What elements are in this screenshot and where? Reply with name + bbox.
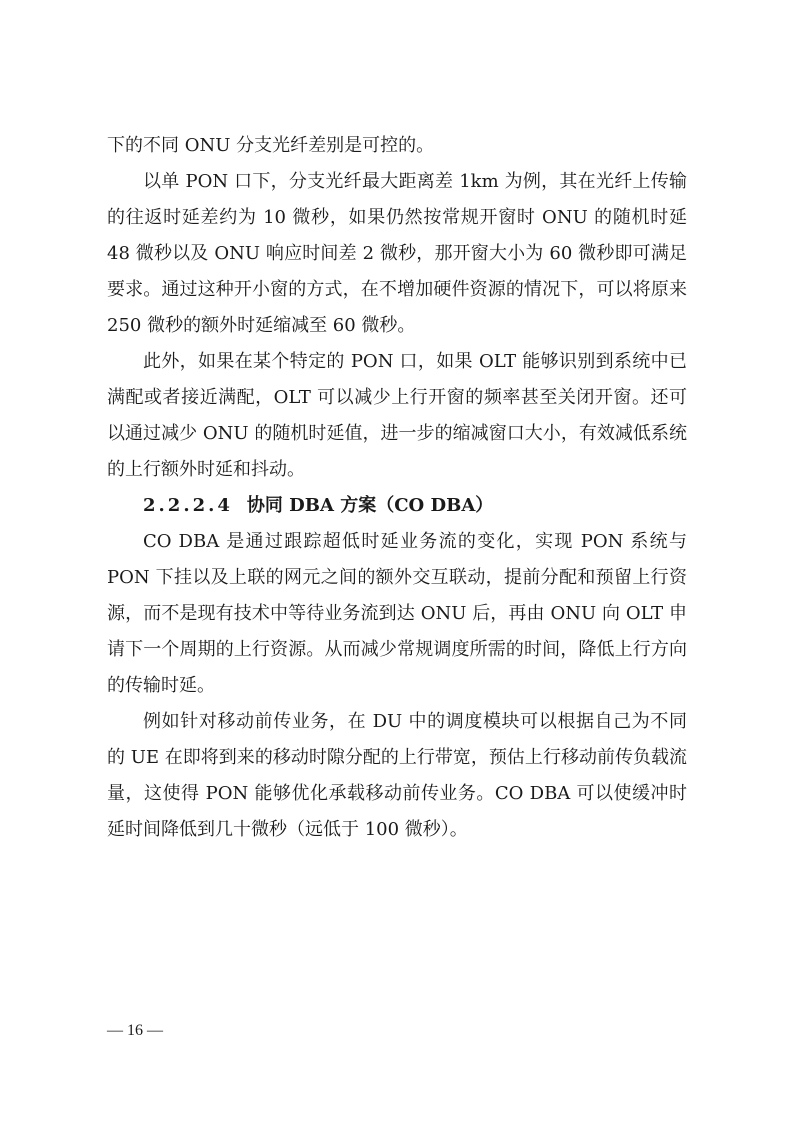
body-text bbox=[107, 128, 687, 848]
paragraph: 以单 PON 口下，分支光纤最大距离差 1km 为例，其在光纤上传输的往返时延差约为 10 微秒，如果仍然按常规开窗时 ONU 的随机时延 48 微秒以及 ONU 响应时间差 2 微秒，那开窗大小为 60 微秒即可满足要求。通过这种开小窗的方式，在不增加硬件资源的情况下，可以将原来 250 微秒的额外时延缩减至 60 微秒。 bbox=[107, 171, 687, 336]
section-heading bbox=[107, 488, 687, 524]
paragraph: 此外，如果在某个特定的 PON 口，如果 OLT 能够识别到系统中已满配或者接近满配，OLT 可以减少上行开窗的频率甚至关闭开窗。还可以通过减少 ONU 的随机时延值，进一步的缩减窗口大小，有效减低系统的上行额外时延和抖动。 bbox=[107, 351, 687, 480]
paragraph: 例如针对移动前传业务，在 DU 中的调度模块可以根据自己为不同的 UE 在即将到来的移动时隙分配的上行带宽，预估上行移动前传负载流量，这使得 PON 能够优化承载移动前传业务。CO DBA 可以使缓冲时延时间降低到几十微秒（远低于 100 微秒）。 bbox=[107, 711, 687, 840]
paragraph-continuation: 下的不同 ONU 分支光纤差别是可控的。 bbox=[107, 135, 435, 156]
section-title: 协同 DBA 方案（CO DBA） bbox=[246, 495, 494, 516]
page-number: — 16 — bbox=[107, 1022, 163, 1039]
section-number: 2.2.2.4 bbox=[143, 495, 233, 516]
paragraph: CO DBA 是通过跟踪超低时延业务流的变化，实现 PON 系统与 PON 下挂以及上联的网元之间的额外交互联动，提前分配和预留上行资源，而不是现有技术中等待业务流到达 ONU 后，再由 ONU 向 OLT 申请下一个周期的上行资源。从而减少常规调度所需的时间，降低上行方向的传输时延。 bbox=[107, 531, 687, 696]
